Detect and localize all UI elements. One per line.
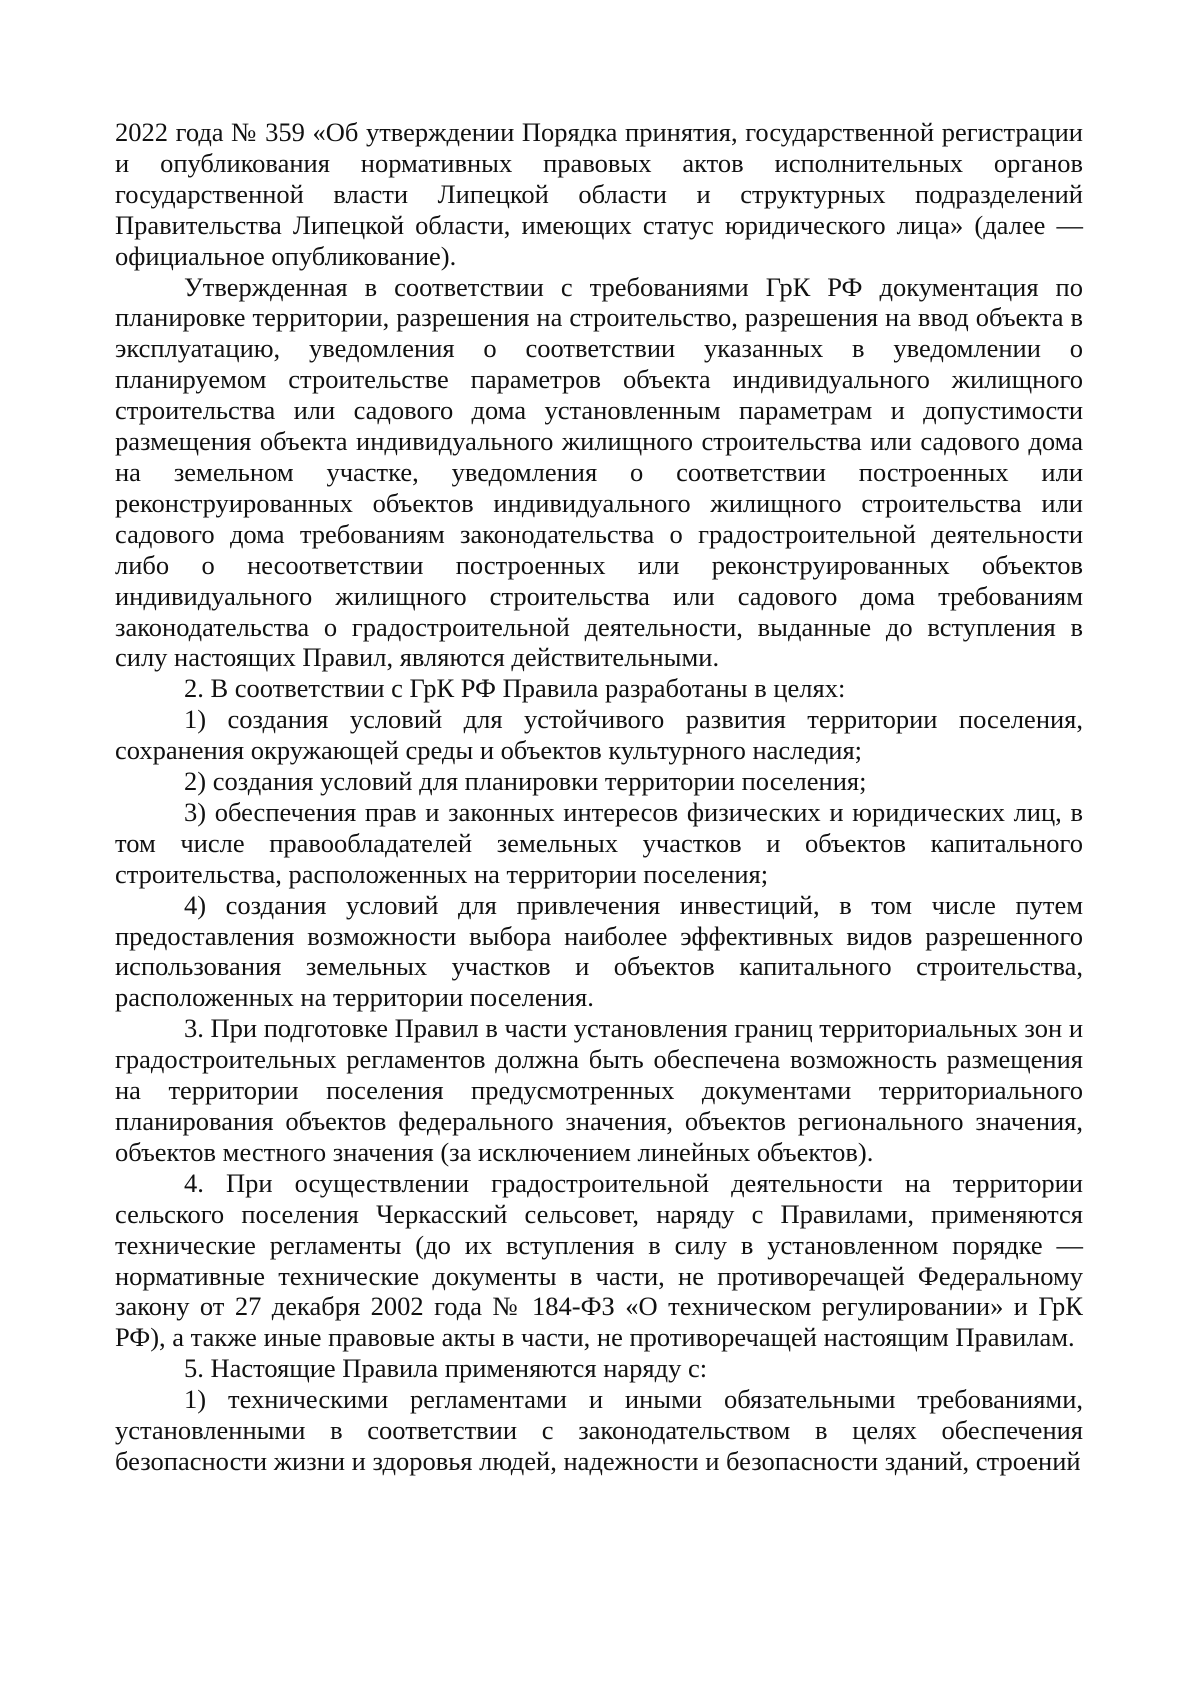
paragraph-item-2-2: 2) создания условий для планировки территории поселения; xyxy=(184,766,867,797)
paragraph-official-publication: 2022 года № 359 «Об утверждении Порядка принятия, государственной регистрации и опубликования нормативных правовых актов исполнительных органов государственной власти Липецкой области и структурных подразделений Правительства Липецкой области, имеющих статус юридического лица» (далее — официальное опубликование). xyxy=(115,117,1083,271)
paragraph-item-3: 3. При подготовке Правил в части установления границ территориальных зон и градостроительных регламентов должна быть обеспечена возможность размещения на территории поселения предусмотренных документами территориального планирования объектов федерального значения, объектов регионального значения, объектов местного значения (за исключением линейных объектов). xyxy=(115,1013,1083,1167)
paragraph-approved-documentation: Утвержденная в соответствии с требованиями ГрК РФ документация по планировке территории, разрешения на строительство, разрешения на ввод объекта в эксплуатацию, уведомления о соответствии указанных в уведомлении о планируемом строительстве параметров объекта индивидуального жилищного строительства или садового дома установленным параметрам и допустимости размещения объекта индивидуального жилищного строительства или садового дома на земельном участке, уведомления о соответствии построенных или реконструированных объектов индивидуального жилищного строительства или садового дома требованиям законодательства о градостроительной деятельности либо о несоответствии построенных или реконструированных объектов индивидуального жилищного строительства или садового дома требованиям законодательства о градостроительной деятельности, выданные до вступления в силу настоящих Правил, являются действительными. xyxy=(115,271,1083,673)
paragraph-item-2: 2. В соответствии с ГрК РФ Правила разработаны в целях: xyxy=(184,673,846,704)
document-page xyxy=(115,117,1083,1477)
paragraph-item-2-1: 1) создания условий для устойчивого развития территории поселения, сохранения окружающей среды и объектов культурного наследия; xyxy=(115,704,1083,766)
paragraph-item-5-1: 1) техническими регламентами и иными обязательными требованиями, установленными в соответствии с законодательством в целях обеспечения безопасности жизни и здоровья людей, надежности и безопасности зданий, строений xyxy=(115,1384,1083,1476)
paragraph-item-2-4: 4) создания условий для привлечения инвестиций, в том числе путем предоставления возможности выбора наиболее эффективных видов разрешенного использования земельных участков и объектов капитального строительства, расположенных на территории поселения. xyxy=(115,889,1083,1013)
paragraph-item-5: 5. Настоящие Правила применяются наряду с: xyxy=(184,1353,708,1384)
paragraph-item-4: 4. При осуществлении градостроительной деятельности на территории сельского поселения Черкасский сельсовет, наряду с Правилами, применяются технические регламенты (до их вступления в силу в установленном порядке — нормативные технические документы в части, не противоречащей Федеральному закону от 27 декабря 2002 года № 184-ФЗ «О техническом регулировании» и ГрК РФ), а также иные правовые акты в части, не противоречащей настоящим Правилам. xyxy=(115,1167,1083,1353)
paragraph-item-2-3: 3) обеспечения прав и законных интересов физических и юридических лиц, в том числе правообладателей земельных участков и объектов капитального строительства, расположенных на территории поселения; xyxy=(115,796,1083,889)
